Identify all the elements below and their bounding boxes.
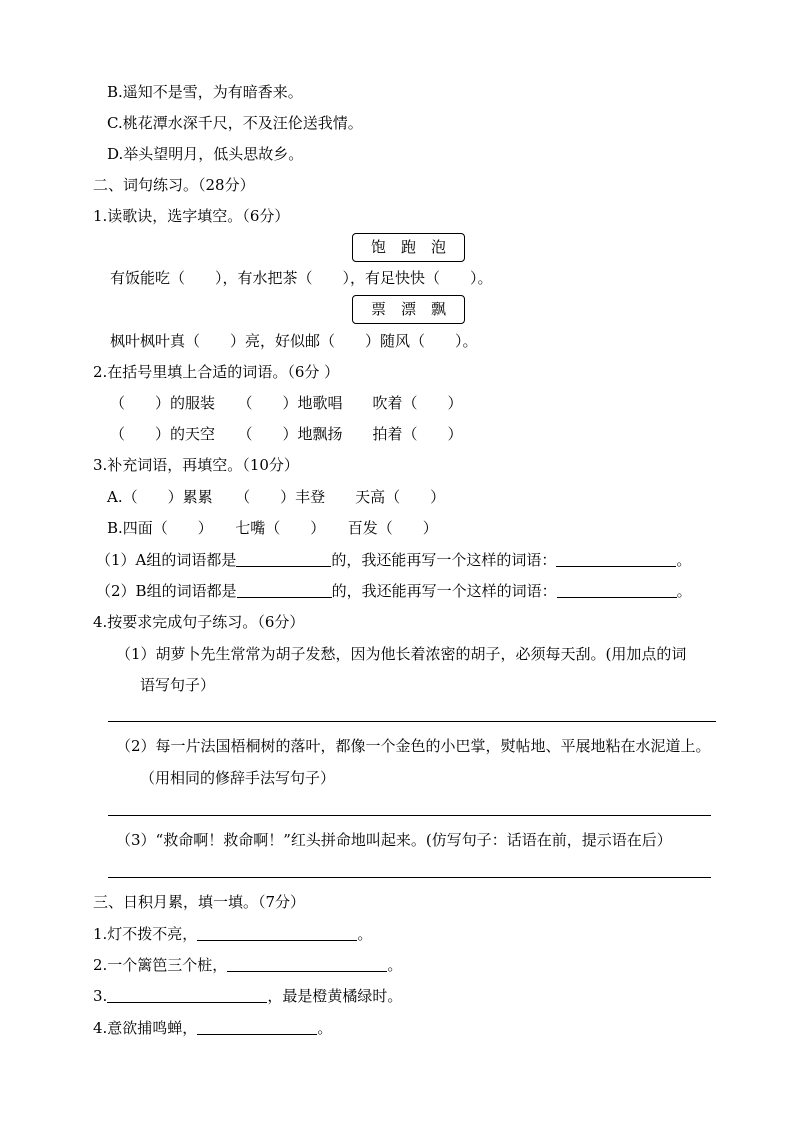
q1-line1: 有饭能吃（ ），有水把茶（ ），有足快快（ ）。	[110, 269, 493, 287]
q2-title: 2.在括号里填上合适的词语。（6分 ）	[93, 363, 340, 381]
q3-sub2	[96, 581, 692, 601]
answer-line[interactable]	[108, 721, 716, 722]
blank[interactable]	[107, 986, 267, 1003]
q3-sub1-mid: 的，我还能再写一个这样的词语：	[331, 551, 557, 569]
s3-line3-text: ，最是橙黄橘绿时。	[267, 987, 403, 1005]
answer-line[interactable]	[108, 877, 711, 878]
option-c: C.桃花潭水深千尺，不及汪伦送我情。	[107, 114, 363, 132]
blank[interactable]	[236, 550, 331, 567]
period: 。	[676, 551, 692, 569]
option-d: D.举头望明月，低头思故乡。	[107, 145, 304, 163]
period: 。	[676, 582, 692, 600]
blank[interactable]	[227, 955, 387, 972]
s3-line3-num: 3.	[93, 987, 108, 1005]
q4-s1-line1: （1）胡萝卜先生常常为胡子发愁，因为他长着浓密的胡子，必须每天刮。(用加点的词	[116, 645, 687, 663]
s3-line2-text: 2.一个篱笆三个桩，	[93, 956, 228, 974]
blank[interactable]	[237, 581, 332, 598]
q2-row1: （ ）的服装 （ ）地歌唱 吹着（ ）	[110, 394, 463, 412]
answer-line[interactable]	[108, 815, 711, 816]
s3-line3	[93, 986, 402, 1006]
option-b: B.遥知不是雪，为有暗香来。	[107, 83, 303, 101]
s3-line1-text: 1.灯不拨不亮，	[93, 925, 198, 943]
q2-row2: （ ）的天空 （ ）地飘扬 拍着（ ）	[110, 425, 463, 443]
q3-row-b: B.四面（ ） 七嘴（ ） 百发（ ）	[107, 519, 438, 537]
s3-line1	[93, 924, 372, 944]
q4-s1-line2: 语写句子）	[140, 676, 216, 694]
q1-line2: 枫叶枫叶真（ ）亮，好似邮（ ）随风（ ）。	[110, 332, 478, 350]
q4-s2-line2: （用相同的修辞手法写句子）	[140, 769, 336, 787]
blank[interactable]	[197, 924, 357, 941]
q4-s3-line1: （3）“救命啊！救命啊！”红头拼命地叫起来。(仿写句子：话语在前，提示语在后）	[116, 831, 672, 849]
q3-title: 3.补充词语，再填空。（10分）	[93, 456, 299, 474]
period: 。	[387, 956, 403, 974]
blank[interactable]	[557, 581, 677, 598]
char-box-1: 饱 跑 泡	[352, 233, 465, 262]
section3-title: 三、日积月累，填一填。（7分）	[93, 893, 306, 911]
s3-line2	[93, 955, 402, 975]
q4-s2-line1: （2）每一片法国梧桐树的落叶，都像一个金色的小巴掌，熨帖地、平展地粘在水泥道上。	[116, 737, 711, 755]
s3-line4	[93, 1018, 332, 1038]
q3-row-a: A.（ ）累累 （ ）丰登 天高（ ）	[107, 488, 446, 506]
q3-sub2-lead: （2）B组的词语都是	[96, 582, 237, 600]
q1-title: 1.读歌诀，选字填空。（6分）	[93, 207, 290, 225]
blank[interactable]	[197, 1018, 317, 1035]
period: 。	[357, 925, 373, 943]
blank[interactable]	[556, 550, 676, 567]
q3-sub2-mid: 的，我还能再写一个这样的词语：	[331, 582, 557, 600]
q4-title: 4.按要求完成句子练习。（6分）	[93, 613, 305, 631]
s3-line4-text: 4.意欲捕鸣蝉，	[93, 1019, 198, 1037]
q3-sub1	[96, 550, 691, 570]
period: 。	[317, 1019, 333, 1037]
q3-sub1-lead: （1）A组的词语都是	[96, 551, 237, 569]
char-box-2: 票 漂 飘	[352, 295, 465, 324]
section2-title: 二、词句练习。（28分）	[93, 176, 255, 194]
